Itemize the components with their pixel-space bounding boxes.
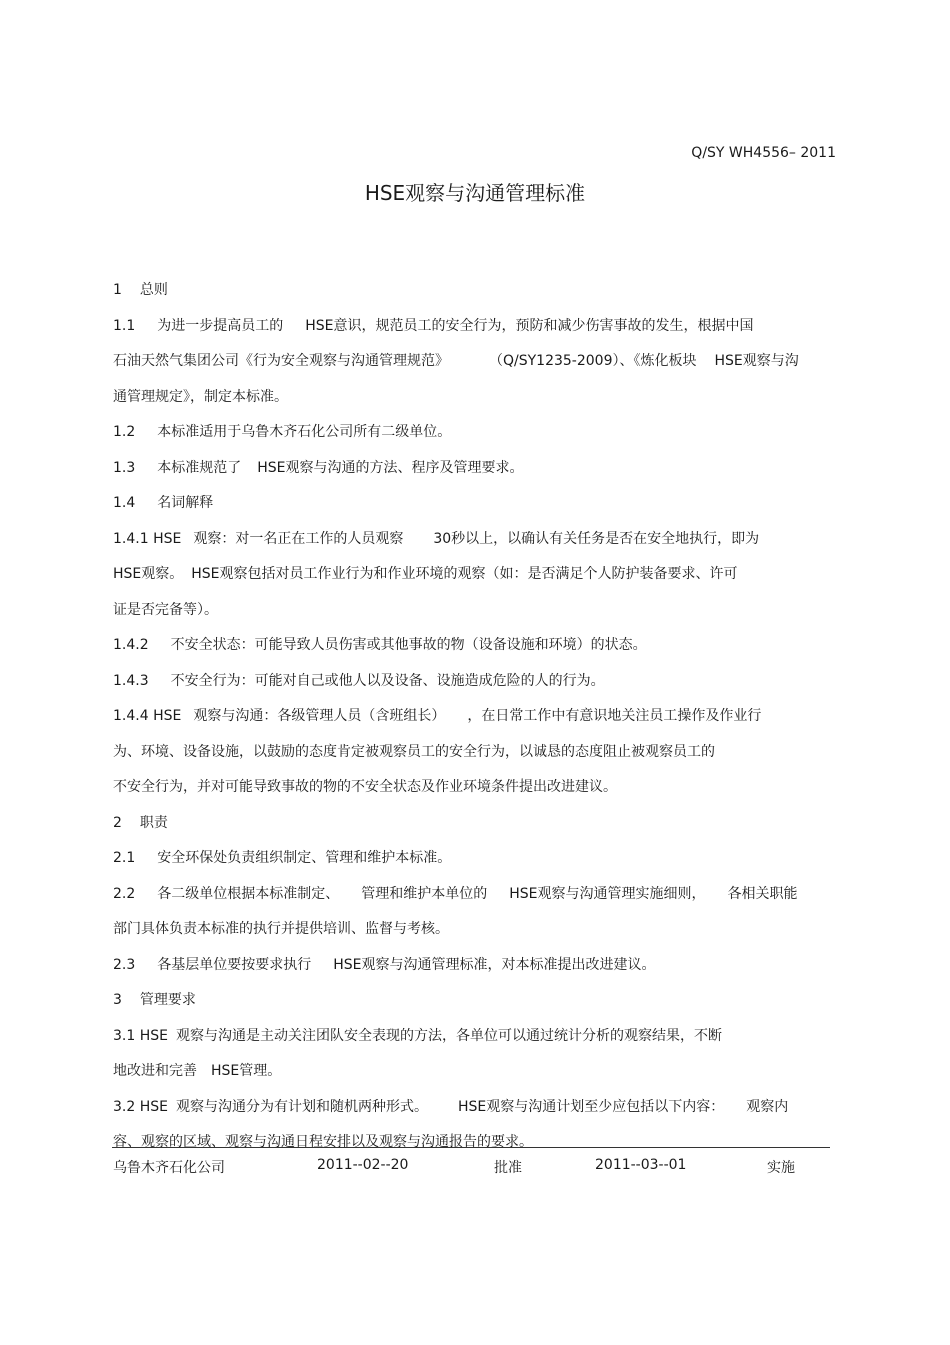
footer-effective-date: 2011--03--01 — [595, 1157, 687, 1173]
text-segment: 不安全行为，并对可能导致事故的物的不安全状态及作业环境条件提出改进建议。 — [113, 779, 617, 795]
text-line — [113, 988, 833, 1024]
text-segment: HSE观察。 — [113, 566, 184, 582]
text-segment: 本标准适用于乌鲁木齐石化公司所有二级单位。 — [157, 424, 452, 440]
text-segment: 总则 — [139, 282, 168, 298]
text-segment: 1.4.2 — [113, 637, 149, 653]
text-line — [113, 882, 833, 918]
text-line — [113, 349, 833, 385]
standard-number: Q/SY WH4556– 2011 — [691, 145, 836, 161]
text-segment: 3.2 HSE — [113, 1098, 168, 1115]
text-segment: 2.2 — [113, 885, 136, 902]
text-segment: HSE观察与沟通计划至少应包括以下内容： — [457, 1098, 725, 1115]
text-segment: 证是否完备等）。 — [113, 601, 218, 618]
text-line — [113, 775, 833, 811]
text-segment: 管理要求 — [139, 992, 196, 1008]
text-segment: 容、观察的区域、观察与沟通日程安排以及观察与沟通报告的要求。 — [113, 1134, 533, 1150]
text-segment: HSE意识，规范员工的安全行为，预防和减少伤害事故的发生，根据中国 — [305, 317, 754, 334]
text-segment: 1.4.1 HSE — [113, 530, 182, 547]
text-line — [113, 314, 833, 350]
text-line — [113, 1095, 833, 1131]
text-segment: 地改进和完善 — [113, 1063, 197, 1079]
text-segment: HSE观察包括对员工作业行为和作业环境的观察（如：是否满足个人防护装备要求、许可 — [191, 566, 738, 582]
text-line — [113, 420, 833, 456]
text-segment: 观察与沟通是主动关注团队安全表现的方法，各单位可以通过统计分析的观察结果，不断 — [175, 1027, 722, 1044]
text-segment: 不安全行为：可能对自己或他人以及设备、设施造成危险的人的行为。 — [170, 672, 605, 689]
footer-company: 乌鲁木齐石化公司 — [113, 1160, 225, 1176]
text-line — [113, 598, 833, 634]
text-segment: 1.4 — [113, 495, 136, 511]
text-segment: 2.1 — [113, 850, 136, 866]
text-segment: 1 — [113, 282, 122, 298]
text-segment: 2 — [113, 814, 122, 831]
text-line — [113, 953, 833, 989]
text-line — [113, 1059, 833, 1095]
text-segment: 观察与沟通分为有计划和随机两种形式。 — [175, 1098, 428, 1115]
text-line — [113, 669, 833, 705]
footer-effective-label: 实施 — [767, 1160, 795, 1176]
text-line — [113, 917, 833, 953]
text-segment: 管理和维护本单位的 — [361, 885, 488, 902]
text-segment: 3.1 HSE — [113, 1027, 168, 1044]
text-segment: 石油天然气集团公司《行为安全观察与沟通管理规范》 — [113, 353, 449, 369]
text-segment: HSE管理。 — [211, 1063, 282, 1079]
text-segment: HSE观察与沟通的方法、程序及管理要求。 — [257, 459, 524, 476]
text-segment: 1.4.4 HSE — [113, 708, 182, 724]
text-segment: 安全环保处负责组织制定、管理和维护本标准。 — [157, 850, 452, 866]
text-segment: 30秒以上，以确认有关任务是否在安全地执行，即为 — [433, 530, 760, 547]
text-segment: 为、环境、设备设施，以鼓励的态度肯定被观察员工的安全行为，以诚恳的态度阻止被观察员工的 — [113, 743, 715, 760]
text-segment: 通管理规定》，制定本标准。 — [113, 388, 288, 405]
document-title: HSE观察与沟通管理标准 — [364, 181, 586, 205]
text-line — [113, 456, 833, 492]
document-body — [113, 278, 833, 1166]
text-segment: 1.3 — [113, 459, 136, 476]
text-segment: 3 — [113, 992, 122, 1008]
footer-divider — [112, 1147, 830, 1148]
text-line — [113, 278, 833, 314]
text-line — [113, 633, 833, 669]
text-segment: 部门具体负责本标准的执行并提供培训、监督与考核。 — [113, 921, 449, 937]
text-segment: 名词解释 — [157, 495, 214, 511]
text-line — [113, 1024, 833, 1060]
text-line — [113, 385, 833, 421]
text-line — [113, 527, 833, 563]
text-segment: 为进一步提高员工的 — [157, 317, 284, 334]
text-segment: 职责 — [139, 814, 168, 831]
text-segment: 各二级单位根据本标准制定、 — [157, 885, 340, 902]
text-segment: 本标准规范了 — [157, 459, 242, 476]
text-line — [113, 491, 833, 527]
text-segment: 2.3 — [113, 956, 136, 973]
text-line — [113, 740, 833, 776]
text-segment: ，在日常工作中有意识地关注员工操作及作业行 — [467, 708, 762, 724]
text-line — [113, 811, 833, 847]
text-segment: 不安全状态：可能导致人员伤害或其他事故的物（设备设施和环境）的状态。 — [170, 637, 647, 653]
text-segment: 1.4.3 — [113, 672, 149, 689]
text-segment: 各基层单位要按要求执行 — [157, 956, 312, 973]
text-segment: 观察内 — [746, 1098, 789, 1115]
footer-issue-label: 批准 — [494, 1160, 522, 1176]
text-line — [113, 846, 833, 882]
text-segment: 观察：对一名正在工作的人员观察 — [193, 530, 404, 547]
text-segment: HSE观察与沟 — [714, 353, 799, 369]
text-line — [113, 704, 833, 740]
text-segment: 1.1 — [113, 317, 136, 334]
text-line — [113, 562, 833, 598]
text-segment: HSE观察与沟通管理实施细则， — [509, 885, 706, 902]
text-segment: 1.2 — [113, 424, 136, 440]
footer-issue-date: 2011--02--20 — [317, 1157, 409, 1173]
text-segment: 观察与沟通：各级管理人员（含班组长） — [193, 708, 446, 724]
text-segment: 各相关职能 — [727, 885, 798, 902]
text-segment: （Q/SY1235-2009）、《炼化板块 — [489, 353, 697, 369]
text-segment: HSE观察与沟通管理标准，对本标准提出改进建议。 — [333, 956, 656, 973]
